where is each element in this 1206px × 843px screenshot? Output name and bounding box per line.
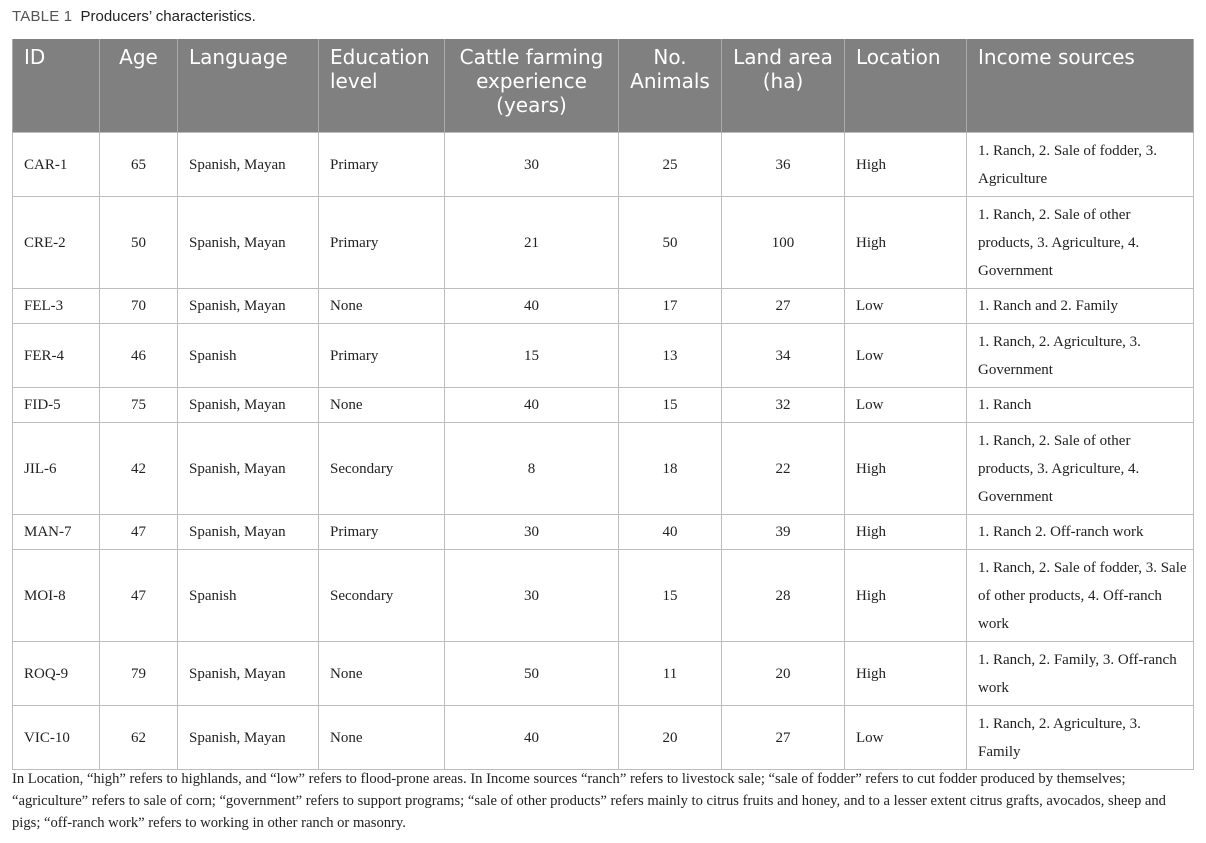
cell-location: High xyxy=(845,642,967,706)
cell-experience: 40 xyxy=(445,289,619,324)
cell-id: FER-4 xyxy=(13,324,100,388)
table-row xyxy=(13,515,1194,550)
cell-experience: 50 xyxy=(445,642,619,706)
header-cattle-farming-experience: Cattle farming experience (years) xyxy=(445,39,619,133)
cell-animals: 50 xyxy=(619,197,722,289)
cell-language: Spanish, Mayan xyxy=(178,515,319,550)
cell-land-area: 36 xyxy=(722,133,845,197)
cell-education-level: None xyxy=(319,706,445,770)
cell-language: Spanish, Mayan xyxy=(178,642,319,706)
table-row xyxy=(13,706,1194,770)
cell-experience: 40 xyxy=(445,706,619,770)
cell-land-area: 27 xyxy=(722,706,845,770)
table-row xyxy=(13,388,1194,423)
table-row xyxy=(13,550,1194,642)
cell-location: High xyxy=(845,550,967,642)
header-row xyxy=(13,39,1194,133)
cell-land-area: 34 xyxy=(722,324,845,388)
cell-land-area: 32 xyxy=(722,388,845,423)
cell-income-sources: 1. Ranch, 2. Sale of fodder, 3. Sale of other products, 4. Off-ranch work xyxy=(967,550,1194,642)
table-footnote: In Location, “high” refers to highlands, and “low” refers to flood-prone areas. In Income sources “ranch” refers to livestock sale; “sale of fodder” refers to cut fodder produced by themselves; “agriculture” refers to sale of corn; “government” refers to support programs; “sale of other products” refers mainly to citrus fruits and honey, and to a lesser extent citrus grafts, avocados, sheep and pigs; “off-ranch work” refers to working in other ranch or masonry. xyxy=(12,771,1166,831)
cell-land-area: 22 xyxy=(722,423,845,515)
cell-id: MOI-8 xyxy=(13,550,100,642)
cell-experience: 8 xyxy=(445,423,619,515)
cell-location: High xyxy=(845,197,967,289)
cell-animals: 13 xyxy=(619,324,722,388)
header-income-sources: Income sources xyxy=(967,39,1194,133)
cell-age: 79 xyxy=(100,642,178,706)
cell-language: Spanish, Mayan xyxy=(178,388,319,423)
cell-age: 75 xyxy=(100,388,178,423)
cell-id: CAR-1 xyxy=(13,133,100,197)
cell-income-sources: 1. Ranch, 2. Agriculture, 3. Government xyxy=(967,324,1194,388)
cell-age: 65 xyxy=(100,133,178,197)
table-number: TABLE 1 xyxy=(12,8,73,25)
cell-education-level: Primary xyxy=(319,324,445,388)
cell-experience: 15 xyxy=(445,324,619,388)
cell-education-level: Secondary xyxy=(319,550,445,642)
cell-education-level: Primary xyxy=(319,515,445,550)
table-row xyxy=(13,133,1194,197)
table-title: Producers’ characteristics. xyxy=(80,8,256,25)
table-row xyxy=(13,197,1194,289)
cell-land-area: 28 xyxy=(722,550,845,642)
cell-location: High xyxy=(845,515,967,550)
table-caption xyxy=(12,8,256,25)
cell-income-sources: 1. Ranch, 2. Agriculture, 3. Family xyxy=(967,706,1194,770)
cell-id: ROQ-9 xyxy=(13,642,100,706)
cell-land-area: 20 xyxy=(722,642,845,706)
header-education-level: Education level xyxy=(319,39,445,133)
cell-animals: 20 xyxy=(619,706,722,770)
cell-animals: 17 xyxy=(619,289,722,324)
cell-language: Spanish, Mayan xyxy=(178,133,319,197)
cell-age: 50 xyxy=(100,197,178,289)
cell-experience: 30 xyxy=(445,133,619,197)
cell-age: 46 xyxy=(100,324,178,388)
cell-education-level: Primary xyxy=(319,197,445,289)
cell-land-area: 27 xyxy=(722,289,845,324)
cell-animals: 15 xyxy=(619,388,722,423)
cell-id: JIL-6 xyxy=(13,423,100,515)
cell-id: FID-5 xyxy=(13,388,100,423)
cell-age: 47 xyxy=(100,515,178,550)
header-land-area: Land area (ha) xyxy=(722,39,845,133)
cell-education-level: Primary xyxy=(319,133,445,197)
cell-location: High xyxy=(845,423,967,515)
cell-id: MAN-7 xyxy=(13,515,100,550)
cell-location: Low xyxy=(845,289,967,324)
header-location: Location xyxy=(845,39,967,133)
cell-age: 47 xyxy=(100,550,178,642)
cell-location: Low xyxy=(845,324,967,388)
cell-age: 62 xyxy=(100,706,178,770)
cell-language: Spanish, Mayan xyxy=(178,706,319,770)
cell-income-sources: 1. Ranch, 2. Sale of fodder, 3. Agriculture xyxy=(967,133,1194,197)
table-row xyxy=(13,423,1194,515)
header-no-animals: No. Animals xyxy=(619,39,722,133)
cell-income-sources: 1. Ranch 2. Off-ranch work xyxy=(967,515,1194,550)
cell-animals: 15 xyxy=(619,550,722,642)
cell-language: Spanish xyxy=(178,550,319,642)
table-row xyxy=(13,324,1194,388)
cell-location: Low xyxy=(845,388,967,423)
cell-id: VIC-10 xyxy=(13,706,100,770)
cell-education-level: None xyxy=(319,388,445,423)
cell-education-level: None xyxy=(319,642,445,706)
cell-language: Spanish, Mayan xyxy=(178,423,319,515)
cell-land-area: 100 xyxy=(722,197,845,289)
header-language: Language xyxy=(178,39,319,133)
cell-income-sources: 1. Ranch, 2. Sale of other products, 3. Agriculture, 4. Government xyxy=(967,197,1194,289)
cell-land-area: 39 xyxy=(722,515,845,550)
cell-experience: 40 xyxy=(445,388,619,423)
cell-location: Low xyxy=(845,706,967,770)
cell-income-sources: 1. Ranch, 2. Family, 3. Off-ranch work xyxy=(967,642,1194,706)
cell-income-sources: 1. Ranch xyxy=(967,388,1194,423)
cell-animals: 18 xyxy=(619,423,722,515)
cell-language: Spanish, Mayan xyxy=(178,289,319,324)
table-row xyxy=(13,289,1194,324)
cell-income-sources: 1. Ranch and 2. Family xyxy=(967,289,1194,324)
cell-experience: 21 xyxy=(445,197,619,289)
header-id: ID xyxy=(13,39,100,133)
producers-table xyxy=(12,39,1194,770)
cell-experience: 30 xyxy=(445,515,619,550)
cell-income-sources: 1. Ranch, 2. Sale of other products, 3. Agriculture, 4. Government xyxy=(967,423,1194,515)
table-row xyxy=(13,642,1194,706)
cell-id: FEL-3 xyxy=(13,289,100,324)
cell-language: Spanish xyxy=(178,324,319,388)
cell-education-level: None xyxy=(319,289,445,324)
cell-language: Spanish, Mayan xyxy=(178,197,319,289)
cell-animals: 25 xyxy=(619,133,722,197)
cell-location: High xyxy=(845,133,967,197)
cell-age: 70 xyxy=(100,289,178,324)
cell-education-level: Secondary xyxy=(319,423,445,515)
header-age: Age xyxy=(100,39,178,133)
cell-id: CRE-2 xyxy=(13,197,100,289)
cell-experience: 30 xyxy=(445,550,619,642)
cell-animals: 11 xyxy=(619,642,722,706)
cell-animals: 40 xyxy=(619,515,722,550)
cell-age: 42 xyxy=(100,423,178,515)
